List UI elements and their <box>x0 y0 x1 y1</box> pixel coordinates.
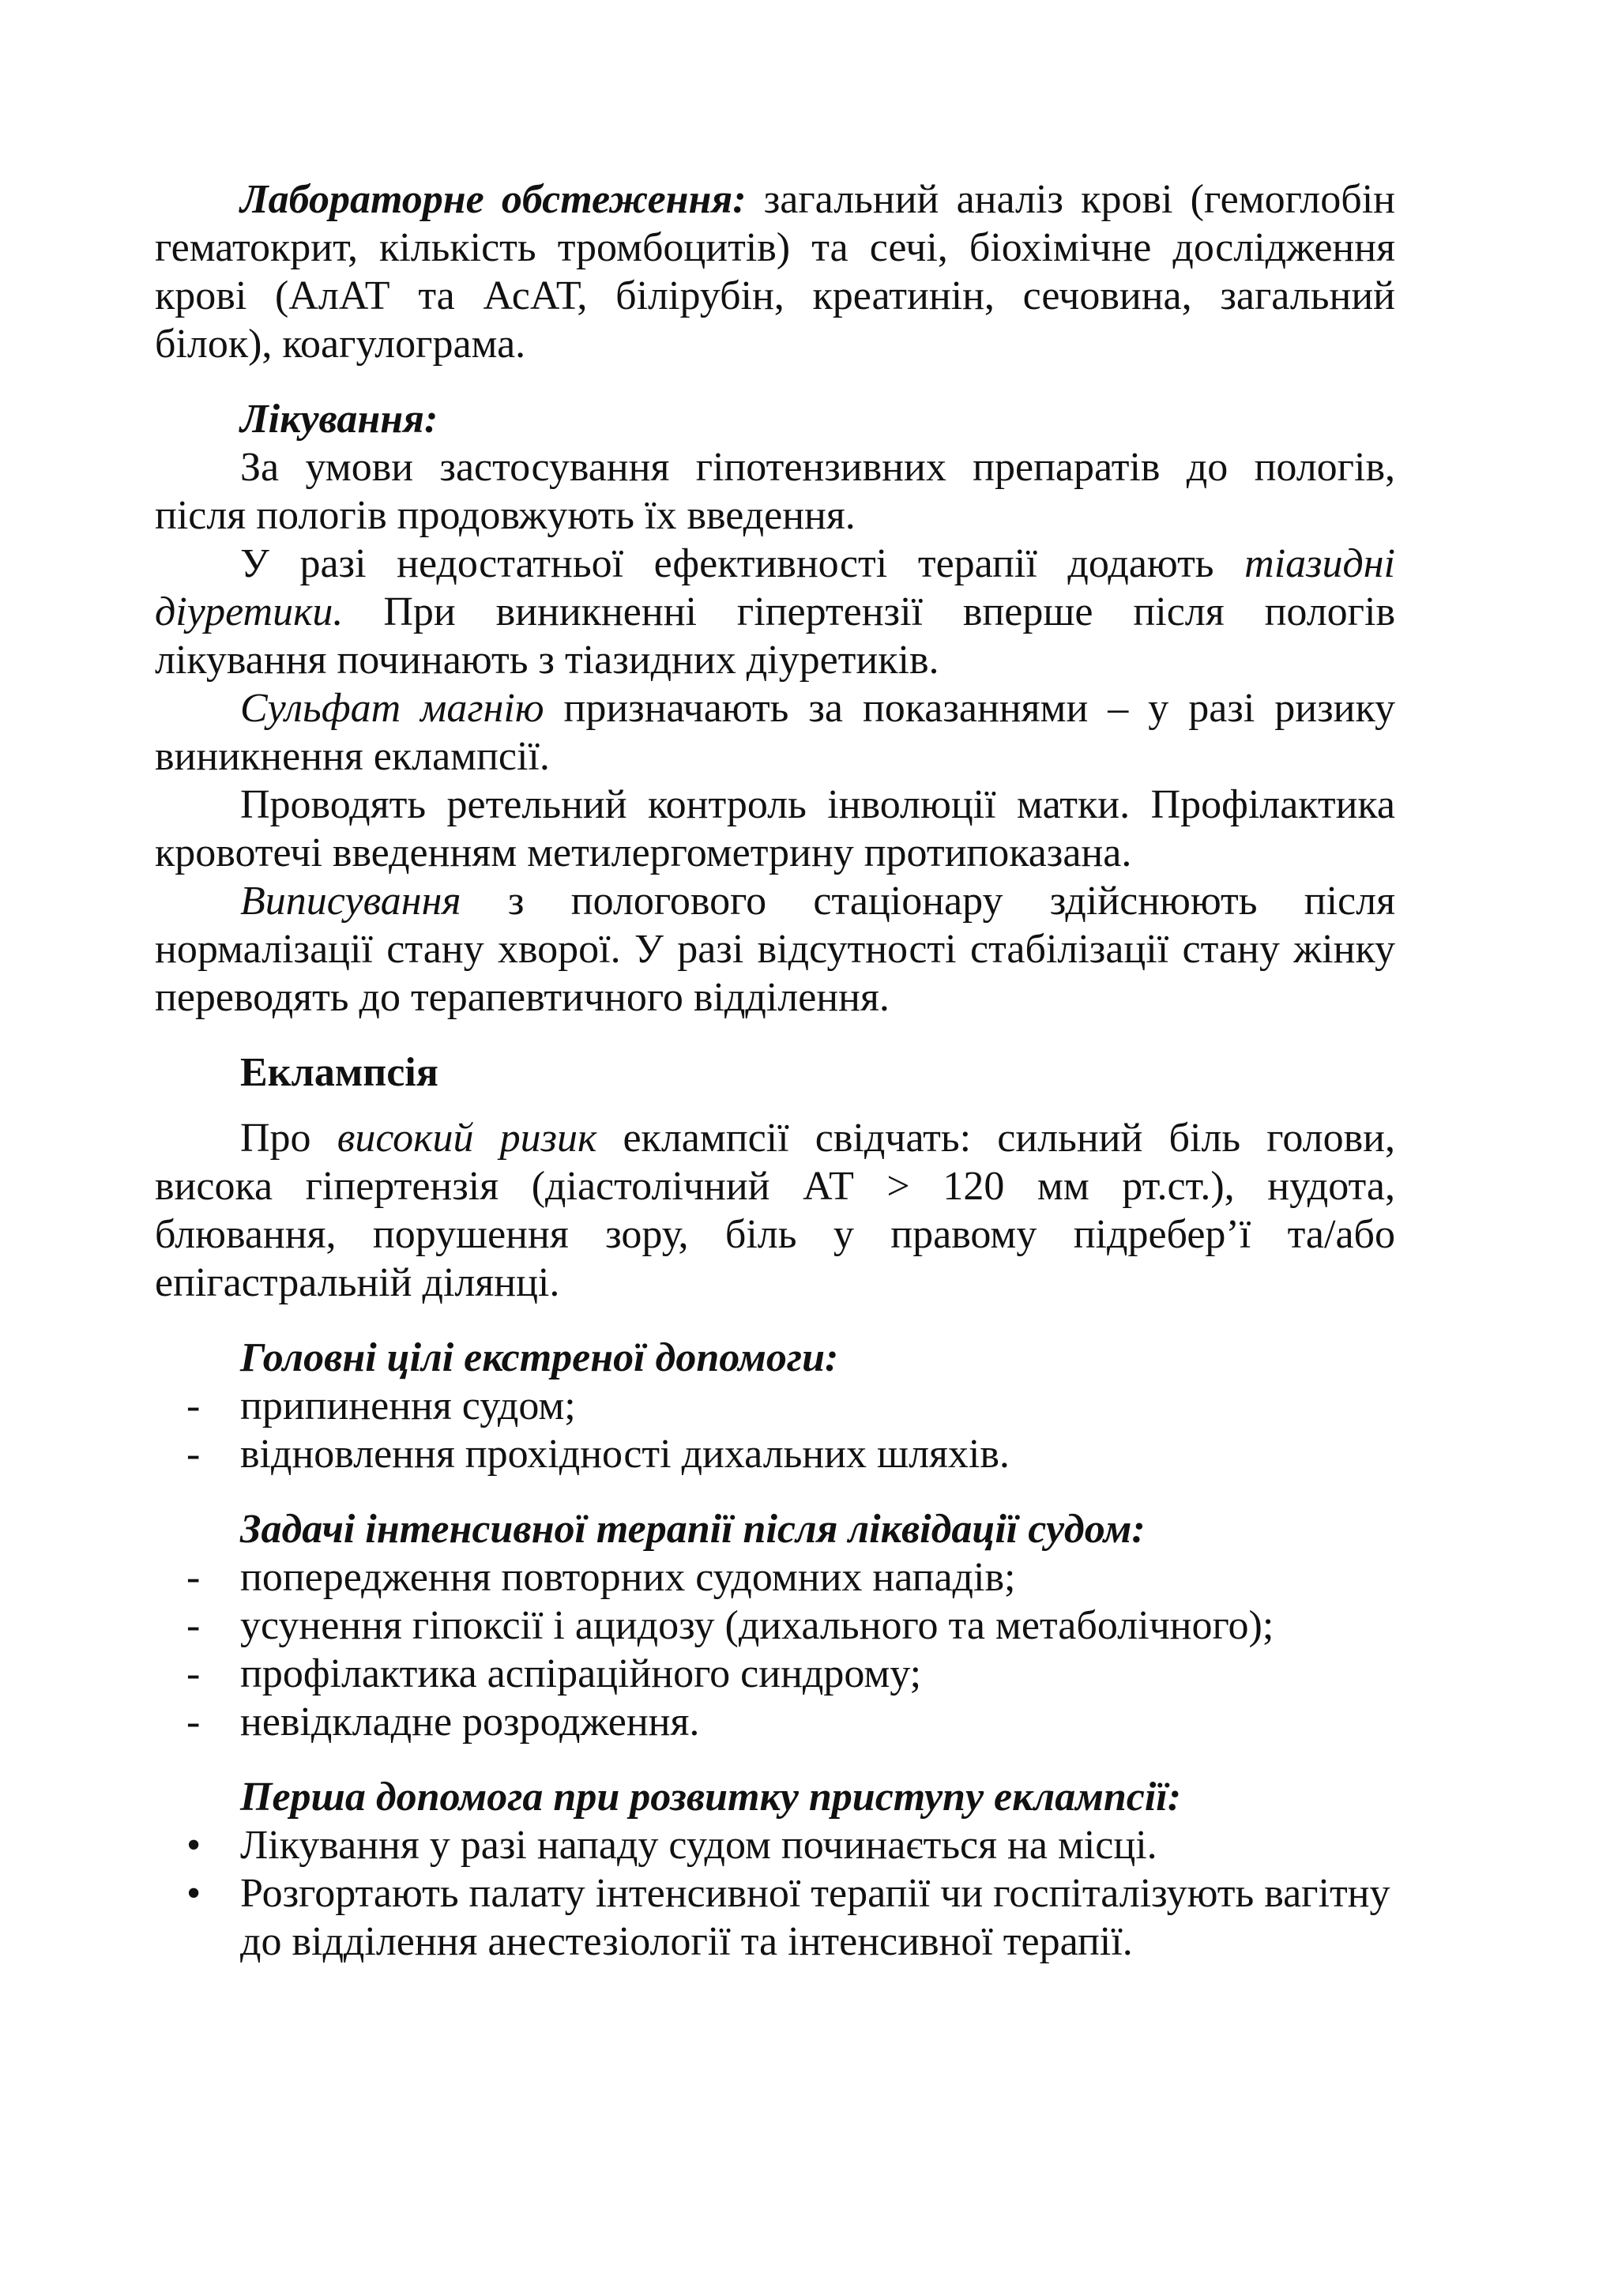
list-item-text: припинення судом; <box>240 1383 576 1428</box>
treatment-p2-start: У разі недостатньої ефективності терапії додають <box>240 541 1245 586</box>
treatment-paragraph-1: За умови застосування гіпотензивних препаратів до пологів, після пологів продовжують їх введення. <box>155 445 1395 538</box>
dash-marker: - <box>186 1603 201 1648</box>
dash-marker: - <box>186 1383 201 1428</box>
bullet-marker: • <box>186 1871 201 1916</box>
bullet-marker: • <box>186 1823 201 1868</box>
tasks-heading: Задачі інтенсивної терапії після ліквідації судом: <box>240 1507 1146 1552</box>
dash-marker: - <box>186 1432 201 1477</box>
list-item <box>155 1650 1395 1698</box>
eclampsia-p1-term: високий ризик <box>337 1116 597 1161</box>
text-column <box>155 175 1395 1966</box>
list-item-text: профілактика аспіраційного синдрому; <box>240 1651 922 1696</box>
first-aid-list <box>155 1821 1395 1966</box>
treatment-heading: Лікування: <box>240 397 438 442</box>
lab-exam-lead: Лабораторне обстеження: <box>240 177 747 222</box>
lab-exam-text: загальний аналіз крові (гемоглобін гематокрит, кількість тромбоцитів) та сечі, біохімічне дослідження крові (АлАТ та АсАТ, білірубін, креатинін, сечовина, загальний білок), коагулограма. <box>155 177 1395 367</box>
list-item <box>155 1869 1395 1966</box>
list-item-text: попередження повторних судомних нападів; <box>240 1555 1016 1600</box>
lab-exam-paragraph <box>155 175 1395 368</box>
treatment-paragraph-2 <box>155 540 1395 684</box>
goals-list <box>155 1382 1395 1478</box>
treatment-paragraph-4: Проводять ретельний контроль інволюції матки. Профілактика кровотечі введенням метилергометрину протипоказана. <box>155 782 1395 875</box>
list-item-text: усунення гіпоксії і ацидозу (дихального та метаболічного); <box>240 1603 1274 1648</box>
dash-marker: - <box>186 1651 201 1696</box>
first-aid-heading: Перша допомога при розвитку приступу еклампсії: <box>240 1775 1182 1820</box>
treatment-p2-end: При виникненні гіпертензії вперше після пологів лікування починають з тіазидних діуретиків. <box>155 589 1395 683</box>
eclampsia-paragraph <box>155 1114 1395 1307</box>
treatment-p3-end: призначають за показаннями – у разі ризику виникнення еклампсії. <box>155 686 1395 779</box>
list-item <box>155 1382 1395 1430</box>
list-item <box>155 1821 1395 1869</box>
list-item-text: Розгортають палату інтенсивної терапії чи госпіталізують вагітну до відділення анестезіології та інтенсивної терапії. <box>240 1871 1390 1964</box>
list-item <box>155 1602 1395 1650</box>
eclampsia-heading: Еклампсія <box>240 1050 438 1095</box>
dash-marker: - <box>186 1699 201 1745</box>
goals-heading: Головні цілі екстреної допомоги: <box>240 1335 839 1380</box>
treatment-paragraph-3 <box>155 684 1395 781</box>
list-item-text: Лікування у разі нападу судом починається на місці. <box>240 1823 1157 1868</box>
list-item <box>155 1430 1395 1478</box>
list-item <box>155 1698 1395 1746</box>
list-item-text: відновлення прохідності дихальних шляхів. <box>240 1432 1010 1477</box>
treatment-p2-term: тіазидні діуретики. <box>155 541 1395 634</box>
list-item-text: невідкладне розродження. <box>240 1699 700 1745</box>
eclampsia-p1-start: Про <box>240 1116 337 1161</box>
treatment-p3-term: Сульфат магнію <box>240 686 544 731</box>
treatment-p5-end: з пологового стаціонару здійснюють після нормалізації стану хворої. У разі відсутності стабілізації стану жінку переводять до терапевтичного відділення. <box>155 879 1395 1020</box>
treatment-paragraph-5 <box>155 877 1395 1022</box>
list-item <box>155 1553 1395 1602</box>
tasks-list <box>155 1553 1395 1746</box>
eclampsia-p1-end: еклампсії свідчать: сильний біль голови, висока гіпертензія (діастолічний АТ > 120 мм рт.ст.), нудота, блювання, порушення зору, біль у правому підребер’ї та/або епігастральній ділянці. <box>155 1116 1395 1305</box>
dash-marker: - <box>186 1555 201 1600</box>
treatment-p5-term: Виписування <box>240 879 461 924</box>
